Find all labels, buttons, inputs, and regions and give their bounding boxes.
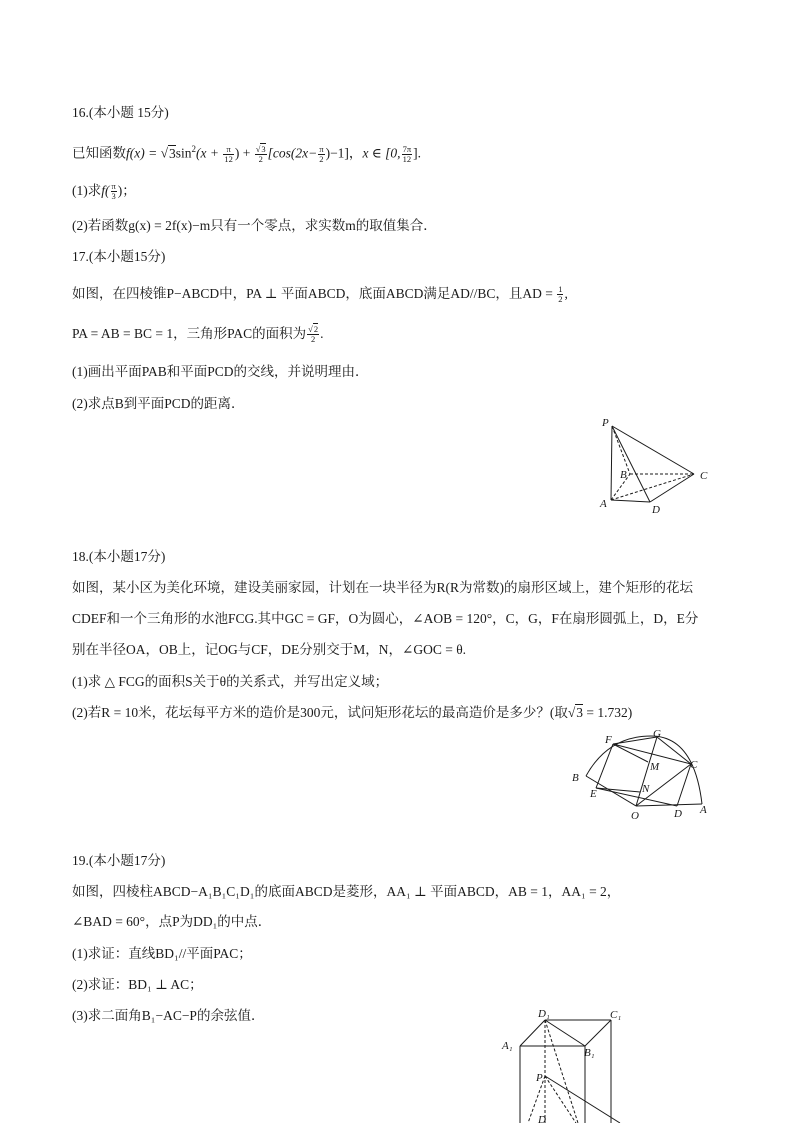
q18-label-E: E — [590, 788, 597, 800]
q18-label-G: G — [653, 728, 661, 740]
q19-line2: ∠BAD = 60°，点P为DD₁的中点． — [72, 914, 272, 929]
q16-header: 16.(本小题 15分) — [72, 105, 169, 120]
q19-line1: 如图，四棱柱ABCD−A₁B₁C₁D₁的底面ABCD是菱形，AA₁ ⊥ 平面ABCD，AB = 1，AA₁ = 2， — [72, 884, 621, 899]
q18-part1: (1)求 △ FCG的面积S关于θ的关系式，并写出定义域； — [72, 674, 389, 689]
q18-label-A: A — [700, 804, 707, 816]
q18-label-M: M — [650, 761, 660, 773]
q19-label-A1: A₁ — [502, 1040, 513, 1052]
q17-line1: 如图，在四棱锥P−ABCD中，PA ⊥ 平面ABCD，底面ABCD满足AD//BC，且AD = $\frac{1}{2}$ , — [72, 284, 568, 305]
q18-line2: CDEF和一个三角形的水池FCG.其中GC = GF，O为圆心，∠AOB = 120°，C，G，F在扇形圆弧上，D，E分 — [72, 611, 699, 626]
q17-line2: PA = AB = BC = 1，三角形PAC的面积为 $\frac{√2}{2}$ . — [72, 324, 324, 345]
q19-part3: (3)求二面角B₁−AC−P的余弦值． — [72, 1008, 265, 1023]
q16-stem: 已知函数$f(x) = √3\sin^2(x$ + $\frac{\pi}{12}$ ) + $\frac{√3}{2}$ [cos(2x− $\frac{\pi}{2}$ )−1]，x ∈ [0, $\frac{7\pi}{12}$ ]. — [72, 143, 421, 164]
q19-header: 19.(本小题17分) — [72, 853, 166, 868]
q18-label-D: D — [674, 808, 682, 820]
q17-label-D: D — [652, 504, 660, 516]
q19-label-B1: B₁ — [584, 1047, 595, 1059]
q19-label-C1: C₁ — [610, 1009, 622, 1021]
q18-part2: (2)若R = 10米，花坛每平方米的造价是300元，试问矩形花坛的最高造价是多少？(取√3 = 1.732) — [72, 705, 633, 720]
q19-part1: (1)求证：直线BD₁//平面PAC； — [72, 946, 252, 961]
q18-line1: 如图，某小区为美化环境，建设美丽家园，计划在一块半径为R(R为常数)的扇形区域上，建个矩形的花坛 — [72, 580, 693, 595]
q17-label-P: P — [602, 417, 609, 429]
q17-part1: (1)画出平面PAB和平面PCD的交线，并说明理由． — [72, 364, 369, 379]
q17-label-B: B — [620, 469, 627, 481]
q18-line3: 别在半径OA，OB上，记OG与CF，DE分别交于M，N，∠GOC = θ. — [72, 642, 467, 657]
q17-label-C: C — [700, 470, 708, 482]
q17-header: 17.(本小题15分) — [72, 249, 166, 264]
q16-part2: (2)若函数g(x) = 2f(x)−m只有一个零点，求实数m的取值集合． — [72, 218, 437, 233]
q19-label-D: D — [538, 1114, 546, 1123]
q16-part1: (1)求f( $\frac{\pi}{3}$ )； — [72, 181, 136, 202]
q17-label-A: A — [600, 498, 607, 510]
q18-label-O: O — [631, 810, 639, 822]
q18-sector-figure — [566, 726, 716, 824]
q18-header: 18.(本小题17分) — [72, 549, 166, 564]
q18-label-C: C — [690, 759, 698, 771]
q17-part2: (2)求点B到平面PCD的距离． — [72, 396, 245, 411]
q18-label-N: N — [642, 783, 650, 795]
q19-label-P: P — [536, 1072, 543, 1084]
q19-prism-figure — [498, 1004, 638, 1123]
q17-pyramid-figure — [592, 412, 716, 516]
q19-label-D1: D₁ — [538, 1008, 550, 1020]
q18-label-F: F — [605, 734, 612, 746]
q19-part2: (2)求证：BD₁ ⊥ AC； — [72, 977, 203, 992]
q18-label-B: B — [572, 772, 579, 784]
